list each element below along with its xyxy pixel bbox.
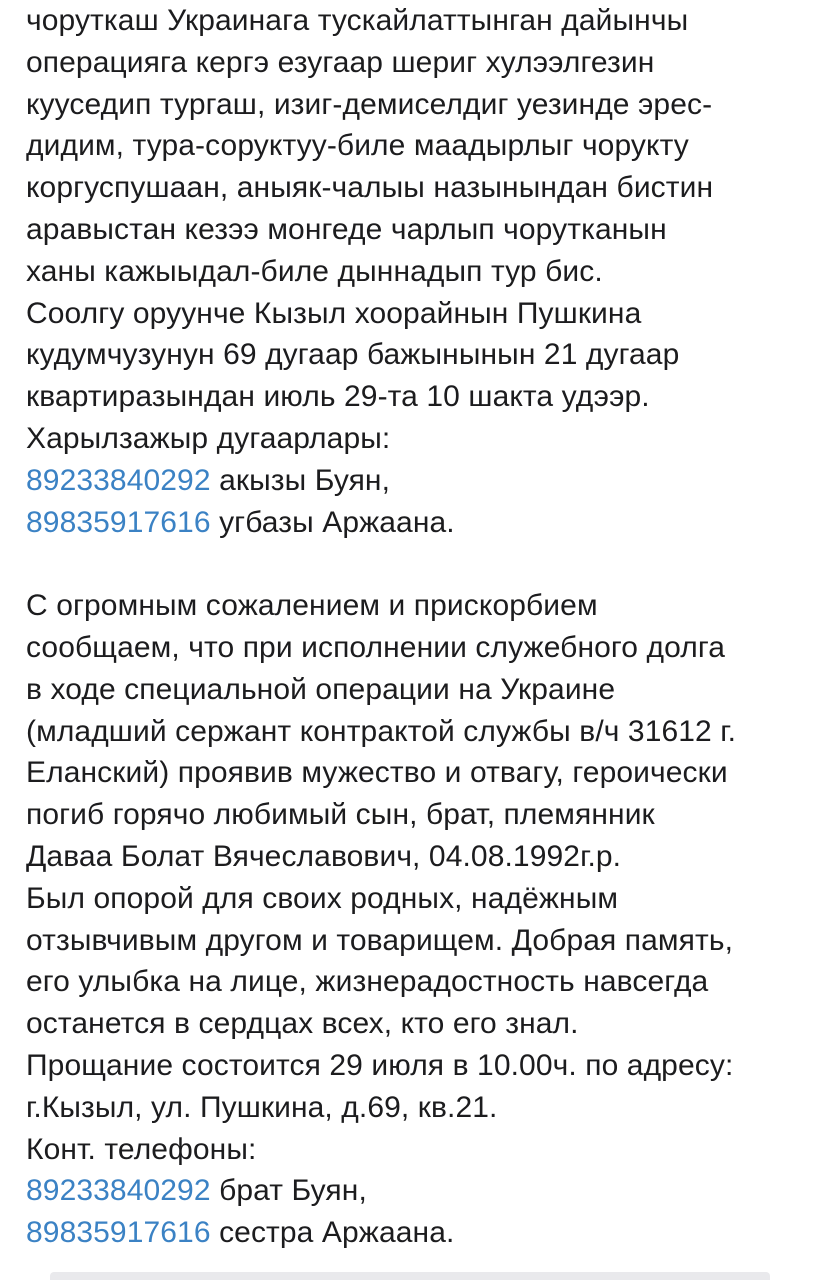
text-line: Даваа Болат Вячеславович, 04.08.1992г.р. — [26, 839, 622, 873]
contact-line — [26, 1212, 806, 1254]
text-line: аравыстан кезээ монгеде чарлып чорутканын — [26, 212, 667, 246]
contact-label: сестра Аржаана. — [210, 1216, 455, 1250]
text-line: операцияга кергэ езугаар шериг хулээлгезин — [26, 45, 655, 79]
contact-line — [26, 460, 806, 502]
text-line: останется в сердцах всех, кто его знал. — [26, 1007, 579, 1041]
text-line: ханы кажыыдал-биле дыннадып тур бис. — [26, 254, 603, 288]
message-body — [26, 0, 806, 1254]
contact-line — [26, 1170, 806, 1212]
text-line: кудумчузунун 69 дугаар бажынынын 21 дугаар — [26, 338, 680, 372]
text-line: отзывчивым другом и товарищем. Добрая память, — [26, 923, 734, 957]
text-line: сообщаем, что при исполнении служебного долга — [26, 630, 726, 664]
text-line: Конт. телефоны: — [26, 1132, 257, 1166]
contact-line — [26, 502, 806, 544]
text-line: Харылзажыр дугаарлары: — [26, 421, 391, 455]
text-line: Еланский) проявив мужество и отвагу, героически — [26, 756, 728, 790]
contact-label: угбазы Аржаана. — [210, 505, 455, 539]
phone-link[interactable]: 89233840292 — [26, 1174, 211, 1208]
phone-link[interactable]: 89835917616 — [26, 505, 211, 539]
text-line: дидим, тура-соруктуу-биле маадырлыг чорукту — [26, 129, 689, 163]
text-line: Соолгу оруунче Кызыл хоорайнын Пушкина — [26, 296, 642, 330]
text-line: Был опорой для своих родных, надёжным — [26, 881, 619, 915]
text-line: С огромным сожалением и прискорбием — [26, 589, 598, 623]
text-line: квартиразындан июль 29-та 10 шакта удээр. — [26, 380, 650, 414]
paragraph-spacer — [26, 543, 806, 585]
text-line: коргуспушаан, аныяк-чалыы назынындан бистин — [26, 171, 714, 205]
bottom-bar — [50, 1272, 770, 1280]
phone-link[interactable]: 89835917616 — [26, 1216, 211, 1250]
contact-label: акызы Буян, — [210, 463, 391, 497]
text-line: (младший сержант контрактой службы в/ч 31612 г. — [26, 714, 737, 748]
phone-link[interactable]: 89233840292 — [26, 463, 211, 497]
contact-label: брат Буян, — [210, 1174, 367, 1208]
text-line: чоруткаш Украинага тускайлаттынган дайынчы — [26, 4, 689, 37]
text-line: в ходе специальной операции на Украине — [26, 672, 616, 706]
text-line: его улыбка на лице, жизнерадостность навсегда — [26, 965, 709, 999]
text-line: Прощание состоится 29 июля в 10.00ч. по адресу: — [26, 1048, 734, 1082]
text-line: погиб горячо любимый сын, брат, племянник — [26, 798, 655, 832]
text-line: кууседип тургаш, изиг-демиселдиг уезинде эрес- — [26, 87, 713, 121]
text-line: г.Кызыл, ул. Пушкина, д.69, кв.21. — [26, 1090, 498, 1124]
